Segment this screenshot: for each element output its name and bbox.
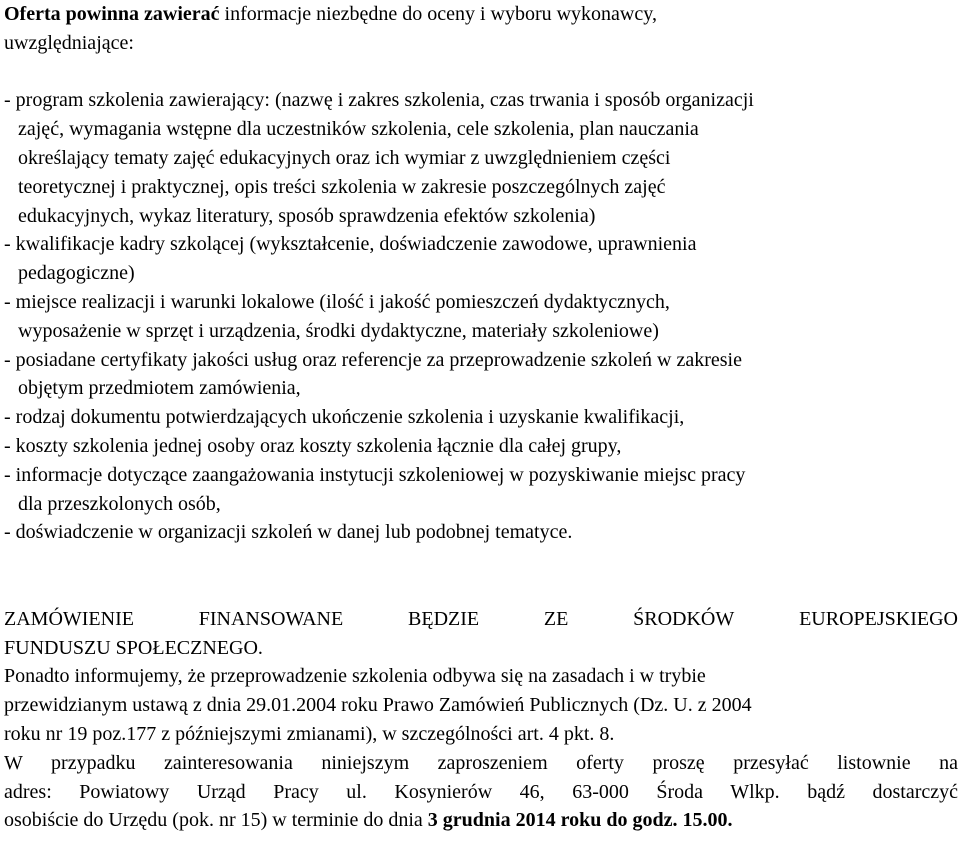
closing-line-1: W przypadku zainteresowania niniejszym zaproszeniem oferty proszę przesyłać listownie na — [4, 751, 958, 774]
law-line-3: roku nr 19 poz.177 z późniejszymi zmianami), w szczególności art. 4 pkt. 8. — [4, 722, 615, 745]
list-item: - rodzaj dokumentu potwierdzających ukończenie szkolenia i uzyskanie kwalifikacji, — [4, 406, 685, 429]
list-item-continuation: określający tematy zajęć edukacyjnych oraz ich wymiar z uwzględnieniem części — [18, 146, 671, 169]
funding-word: ZAMÓWIENIE — [4, 607, 134, 630]
law-line-1: Ponadto informujemy, że przeprowadzenie szkolenia odbywa się na zasadach i w trybie — [4, 665, 706, 688]
spacer — [4, 547, 958, 576]
list-item-continuation: zajęć, wymagania wstępne dla uczestników szkolenia, cele szkolenia, plan nauczania — [18, 118, 699, 141]
closing-line-3 — [4, 806, 958, 835]
list-item-continuation: edukacyjnych, wykaz literatury, sposób sprawdzenia efektów szkolenia) — [18, 204, 596, 227]
spacer — [4, 576, 958, 605]
closing-line-2: adres: Powiatowy Urząd Pracy ul. Kosynierów 46, 63-000 Środa Wlkp. bądź dostarczyć — [4, 780, 958, 803]
intro-text: informacje niezbędne do oceny i wyboru wykonawcy, — [219, 3, 657, 25]
funding-word: ŚRODKÓW — [633, 607, 735, 630]
intro-line-2: uwzględniające: — [4, 31, 134, 54]
deadline: 3 grudnia 2014 roku do godz. 15.00. — [427, 809, 733, 832]
list-item-continuation: teoretycznej i praktycznej, opis treści szkolenia w zakresie poszczególnych zajęć — [18, 175, 666, 198]
funding-word: EUROPEJSKIEGO — [799, 607, 958, 630]
funding-word: FINANSOWANE — [198, 607, 344, 630]
intro-lead: Oferta powinna zawierać — [4, 3, 220, 25]
list-item: - miejsce realizacji i warunki lokalowe (ilość i jakość pomieszczeń dydaktycznych, — [4, 290, 670, 313]
funding-line — [4, 605, 958, 634]
law-line-2: przewidzianym ustawą z dnia 29.01.2004 roku Prawo Zamówień Publicznych (Dz. U. z 2004 — [4, 694, 752, 717]
spacer — [4, 58, 958, 87]
list-item: - doświadczenie w organizacji szkoleń w danej lub podobnej tematyce. — [4, 521, 573, 544]
funding-line-2: FUNDUSZU SPOŁECZNEGO. — [4, 636, 263, 659]
list-item-continuation: objętym przedmiotem zamówienia, — [18, 377, 301, 400]
list-item: - koszty szkolenia jednej osoby oraz koszty szkolenia łącznie dla całej grupy, — [4, 434, 622, 457]
list-item-continuation: dla przeszkolonych osób, — [18, 492, 221, 515]
requirements-list — [4, 86, 958, 547]
list-item: - informacje dotyczące zaangażowania instytucji szkoleniowej w pozyskiwanie miejsc pracy — [4, 463, 746, 486]
funding-word: BĘDZIE — [408, 607, 480, 630]
document — [4, 0, 958, 835]
funding-word: ZE — [543, 607, 569, 630]
closing-text: osobiście do Urzędu (pok. nr 15) w terminie do dnia — [4, 809, 428, 832]
list-item-continuation: pedagogiczne) — [18, 262, 135, 285]
intro-line — [4, 0, 958, 29]
list-item: - posiadane certyfikaty jakości usług oraz referencje za przeprowadzenie szkoleń w zakresie — [4, 348, 742, 371]
list-item: - program szkolenia zawierający: (nazwę i zakres szkolenia, czas trwania i sposób organizacji — [4, 89, 754, 112]
list-item-continuation: wyposażenie w sprzęt i urządzenia, środki dydaktyczne, materiały szkoleniowe) — [18, 319, 659, 342]
list-item: - kwalifikacje kadry szkolącej (wykształcenie, doświadczenie zawodowe, uprawnienia — [4, 233, 697, 256]
